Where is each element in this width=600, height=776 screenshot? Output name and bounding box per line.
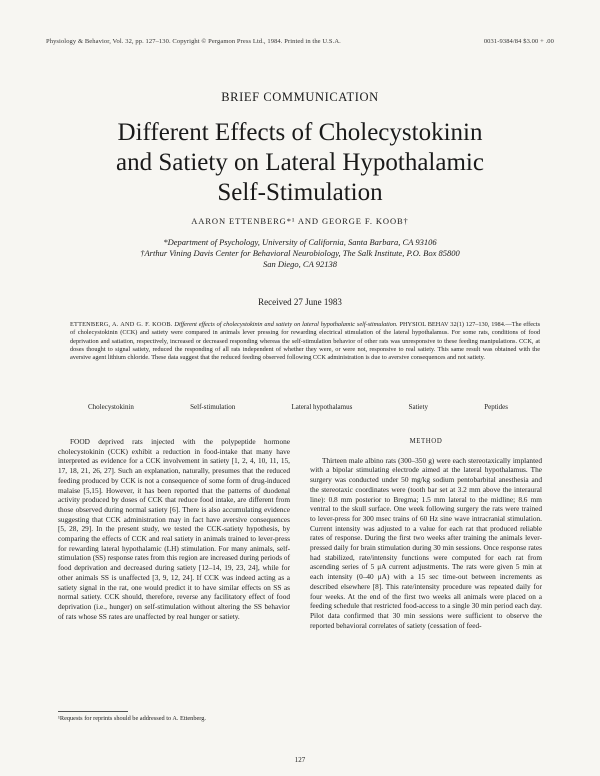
abstract-citation-title: Different effects of cholecystokinin and satiety on lateral hypothalamic self-stimulation. — [174, 321, 398, 328]
running-head-citation: Physiology & Behavior, Vol. 32, pp. 127–130. Copyright © Pergamon Press Ltd., 1984. Printed in the U.S.A. — [46, 38, 341, 45]
keyword: Cholecystokinin — [88, 403, 134, 411]
received-date: Received 27 June 1983 — [258, 297, 342, 307]
right-column — [310, 437, 542, 630]
keywords — [88, 403, 508, 411]
keyword: Peptides — [484, 403, 508, 411]
affiliation-line: †Arthur Vining Davis Center for Behavioral Neurobiology, The Salk Institute, P.O. Box 85800 — [140, 248, 460, 258]
affiliation-line: *Department of Psychology, University of California, Santa Barbara, CA 93106 — [163, 237, 437, 247]
title-line: and Satiety on Lateral Hypothalamic — [116, 149, 484, 176]
affiliations — [0, 237, 600, 270]
page-number: 127 — [294, 756, 306, 764]
footnote-rule — [58, 711, 128, 712]
abstract-citation: ETTENBERG, A. AND G. F. KOOB. — [70, 321, 173, 328]
section-label: BRIEF COMMUNICATION — [221, 90, 379, 104]
authors: AARON ETTENBERG*¹ AND GEORGE F. KOOB† — [191, 216, 409, 226]
article-title — [0, 118, 600, 208]
keyword: Satiety — [408, 403, 428, 411]
title-line: Self-Stimulation — [217, 179, 383, 206]
abstract — [70, 321, 540, 362]
left-column — [58, 437, 290, 621]
keyword: Lateral hypothalamus — [291, 403, 353, 411]
title-line: Different Effects of Cholecystokinin — [117, 119, 483, 146]
method-heading: METHOD — [409, 438, 443, 445]
affiliation-line: San Diego, CA 92138 — [263, 259, 337, 269]
abstract-body: PHYSIOL BEHAV 32(1) 127–130, 1984.—The effects of cholecystokinin (CCK) and satiety were compared in animals lever pressing for rewarding electrical stimulation of the lateral hypothalamus. For some rats, conditions of food deprivation and satiation, respectively, increased or decreased responding whereas the self-stimulation behavior of other rats was unresponsive to these feeding manipulations. CCK, at doses thought to signal satiety, reduced the responding of all rats independent of whether they were, or were not, responsive to real satiety. This same result was obtained with the aversive agent lithium chloride. These data suggest that the reduced feeding observed following CCK administration is due to aversive consequences and not satiety. — [70, 321, 541, 362]
method-paragraph: Thirteen male albino rats (300–350 g) were each stereotaxically implanted with a bipolar stimulating electrode aimed at the lateral hypothalamus. The surgery was conducted under 50 mg/kg sodium pentobarbital anesthesia and the stereotaxic coordinates were (tooth bar set at 3.2 mm above the interaural line): 0.8 mm posterior to Bregma; 1.5 mm lateral to the midline; 8.6 mm ventral to the skull surface. One week following surgery the rats were trained to lever-press for 300 msec trains of 60 Hz sine wave intracranial stimulation. Current intensity was adjusted to a value for each rat that produced reliable rates of response. During the first two weeks after training the animals lever-pressed daily for brain stimulation during 30 min sessions. Once response rates had stabilized, rate/intensity functions were computed for each rat from ascending series of 5 μA current adjustments. The rats were given 5 min at each intensity (0–40 μA) with a 15 sec time-out between increments as described elsewhere [8]. This rate/intensity procedure was repeated daily for four weeks. At the end of the first two weeks all animals were placed on a feeding schedule that restricted food-access to a single 30 min period each day. Pilot data confirmed that 30 min sessions were sufficient to observe the reported behavioral correlates of satiety (cessation of feed- — [310, 455, 542, 630]
intro-paragraph: FOOD deprived rats injected with the polypeptide hormone cholecystokinin (CCK) exhibit a reduction in food-intake that many have interpreted as evidence for a CCK involvement in satiety [1, 2, 4, 10, 11, 15, 17, 18, 21, 26, 27]. Such an explanation, naturally, presumes that the reduced feeding produced by CCK is not a consequence of some form of drug-induced malaise [5,15]. However, it has been reported that the patterns of duodenal activity produced by doses of CCK that reduce food intake, are different from those observed during normal satiety [6]. There is also accumulating evidence suggesting that CCK administration may in fact have aversive consequences [5, 28, 29]. In the present study, we tested the CCK-satiety hypothesis, by comparing the effects of CCK and real satiety in animals trained to lever-press for rewarding lateral hypothalamic (LH) stimulation. For many animals, self-stimulation (SS) response rates from this region are increased during periods of food deprivation and decreased during satiety [12–14, 19, 23, 24], while for other animals SS is unaffected [3, 9, 12, 24]. If CCK was indeed acting as a satiety signal in the rat, one would predict it to have similar effects on SS as normal satiety. CCK should, therefore, reverse any facilitatory effect of food deprivation (i.e., hunger) on self-stimulation without altering the SS behavior of rats whose SS rates are unaffected by real hunger or satiety. — [58, 437, 290, 621]
running-head-code: 0031-9384/84 $3.00 + .00 — [483, 38, 554, 45]
keyword: Self-stimulation — [190, 403, 236, 411]
running-head — [46, 38, 554, 45]
footnote: ¹Requests for reprints should be addressed to A. Ettenberg. — [58, 715, 206, 722]
